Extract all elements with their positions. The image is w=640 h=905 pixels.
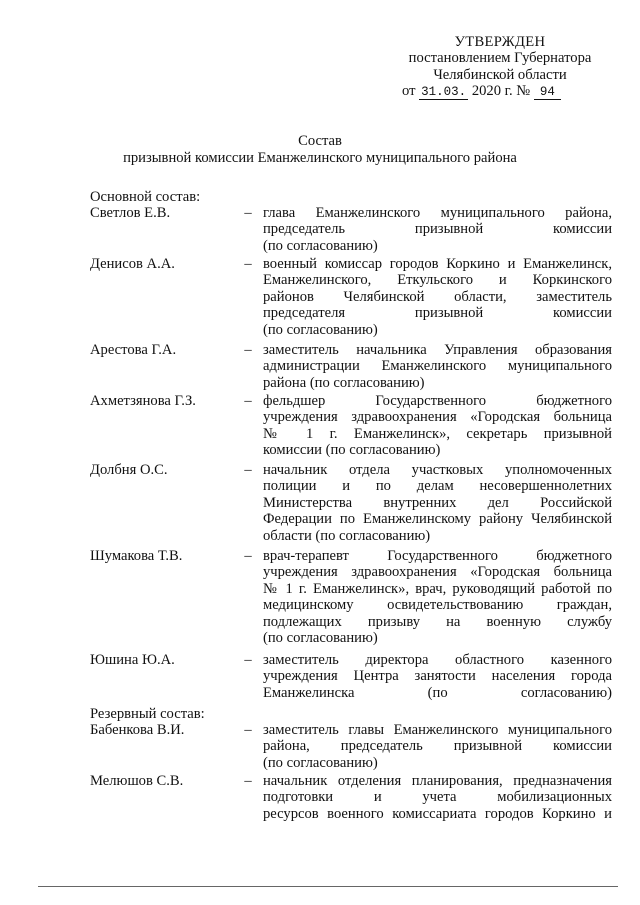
- approval-line-3: Челябинской области: [433, 66, 567, 83]
- position-line: председателя призывной комиссии: [263, 305, 612, 322]
- position-line: районов Челябинской области, заместитель: [263, 288, 612, 305]
- position-line: начальник отдела участковых уполномоченных: [263, 462, 612, 478]
- position-line: полиции и по делам несовершеннолетних: [263, 478, 612, 495]
- document-subtitle: призывной комиссии Еманжелинского муниципального района: [123, 150, 517, 166]
- member-name: Арестова Г.А.: [90, 342, 177, 358]
- position-line: заместитель начальника Управления образования: [263, 342, 612, 358]
- main-section-heading: Основной состав:: [90, 189, 201, 205]
- member-position: [263, 722, 612, 771]
- position-line: Федерации по Еманжелинскому району Челябинской: [263, 511, 612, 528]
- dash-separator: –: [244, 205, 252, 221]
- position-line: области (по согласованию): [263, 527, 431, 544]
- document-title: Состав: [298, 133, 342, 149]
- position-line: (по согласованию): [263, 321, 378, 338]
- dash-separator: –: [244, 342, 252, 358]
- member-position: [263, 548, 612, 646]
- position-line: (по согласованию): [263, 630, 378, 647]
- member-position: [263, 462, 612, 544]
- dash-separator: –: [244, 393, 252, 409]
- position-line: подлежащих призыву на военную службу: [263, 613, 612, 630]
- date-suffix: 2020 г. №: [471, 83, 531, 100]
- member-position: [263, 256, 612, 338]
- page-bottom-rule: [38, 886, 618, 887]
- approval-number: 94: [534, 85, 561, 100]
- member-position: [263, 652, 612, 701]
- position-line: района (по согласованию): [263, 374, 425, 391]
- position-line: фельдшер Государственного бюджетного: [263, 393, 612, 409]
- position-line: начальник отделения планирования, предназначения: [263, 773, 612, 789]
- dash-separator: –: [244, 462, 252, 478]
- position-line: председатель призывной комиссии: [263, 221, 612, 238]
- approval-title: УТВЕРЖДЕН: [454, 34, 546, 50]
- dash-separator: –: [244, 256, 252, 272]
- member-name: Денисов А.А.: [90, 256, 175, 272]
- position-line: военный комиссар городов Коркино и Еманжелинск,: [263, 256, 612, 272]
- member-name: Мелюшов С.В.: [90, 773, 184, 789]
- member-position: [263, 773, 612, 822]
- dash-separator: –: [244, 652, 252, 668]
- reserve-section-heading: Резервный состав:: [90, 706, 205, 722]
- member-name: Ахметзянова Г.З.: [90, 393, 196, 409]
- position-line: (по согласованию): [263, 237, 378, 254]
- position-line: (по согласованию): [263, 754, 378, 771]
- member-name: Шумакова Т.В.: [90, 548, 183, 564]
- position-line: Еманжелинского, Еткульского и Коркинского: [263, 272, 612, 289]
- approval-stamp: [400, 34, 600, 101]
- position-line: глава Еманжелинского муниципального района,: [263, 205, 612, 221]
- approval-date-line: [402, 83, 600, 100]
- member-name: Долбня О.С.: [90, 462, 168, 478]
- position-line: комиссии (по согласованию): [263, 442, 441, 459]
- position-line: Еманжелинска (по согласованию): [263, 684, 612, 701]
- member-position: [263, 393, 612, 459]
- position-line: заместитель директора областного казенного: [263, 652, 612, 668]
- dash-separator: –: [244, 722, 252, 738]
- member-name: Светлов Е.В.: [90, 205, 171, 221]
- position-line: подготовки и учета мобилизационных: [263, 789, 612, 806]
- approval-date: 31.03.: [421, 85, 467, 100]
- position-line: учреждения здравоохранения «Городская больница: [263, 564, 612, 581]
- position-line: района, председатель призывной комиссии: [263, 738, 612, 755]
- member-name: Бабенкова В.И.: [90, 722, 185, 738]
- member-position: [263, 205, 612, 254]
- dash-separator: –: [244, 548, 252, 564]
- dash-separator: –: [244, 773, 252, 789]
- position-line: № 1 г. Еманжелинск», врач, руководящий работой по: [263, 580, 612, 597]
- approval-line-2: постановлением Губернатора: [408, 50, 592, 67]
- position-line: ресурсов военного комиссариата городов Коркино и: [263, 805, 612, 822]
- position-line: учреждения Центра занятости населения города: [263, 668, 612, 685]
- date-prefix: от: [402, 83, 416, 100]
- position-line: администрации Еманжелинского муниципального: [263, 358, 612, 375]
- member-position: [263, 342, 612, 391]
- position-line: заместитель главы Еманжелинского муниципального: [263, 722, 612, 738]
- position-line: учреждения здравоохранения «Городская больница: [263, 409, 612, 426]
- position-line: Министерства внутренних дел Российской: [263, 494, 612, 511]
- position-line: медицинскому освидетельствованию граждан,: [263, 597, 612, 614]
- position-line: № 1 г. Еманжелинск», секретарь призывной: [263, 425, 612, 442]
- member-name: Юшина Ю.А.: [90, 652, 175, 668]
- position-line: врач-терапевт Государственного бюджетного: [263, 548, 612, 564]
